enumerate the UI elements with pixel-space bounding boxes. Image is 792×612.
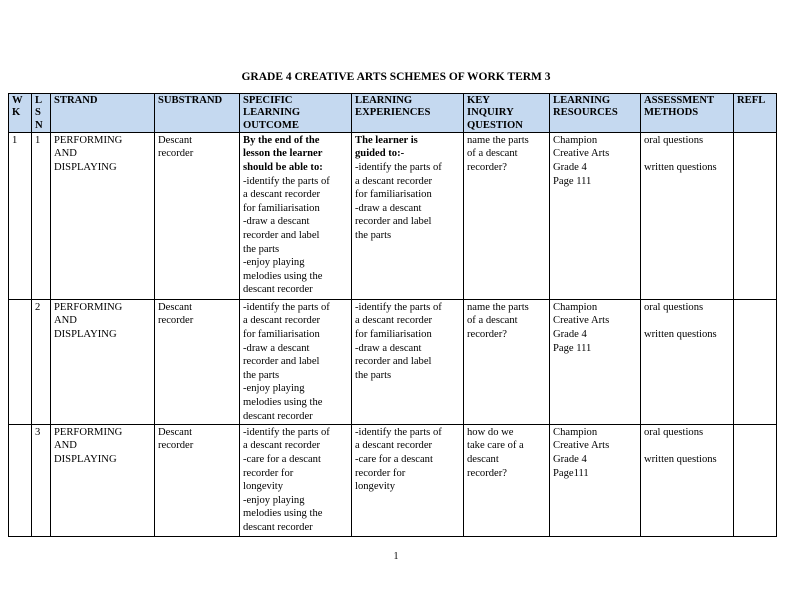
table-row (9, 299, 777, 424)
learning-resources-cell (550, 132, 641, 299)
header-substrand: SUBSTRAND (155, 94, 240, 133)
assessment-methods-cell (641, 424, 734, 536)
document-title: GRADE 4 CREATIVE ARTS SCHEMES OF WORK TERM 3 (241, 71, 551, 83)
header-learning-experiences: LEARNING EXPERIENCES (352, 94, 464, 133)
strand-cell-text: PERFORMING AND DISPLAYING (54, 134, 123, 174)
strand-cell (51, 132, 155, 299)
header-wk: W K (9, 94, 32, 133)
header-lsn: L S N (32, 94, 51, 133)
table-row (9, 132, 777, 299)
learning-experiences-cell-text: -identify the parts of a descant recorder -care for a descant recorder for longevity (355, 426, 442, 493)
table-header-row (9, 94, 777, 133)
header-specific-learning-outcome: SPECIFIC LEARNING OUTCOME (240, 94, 352, 133)
strand-cell (51, 299, 155, 424)
specific-learning-outcome-cell (240, 299, 352, 424)
reflection-cell (734, 299, 777, 424)
key-inquiry-question-cell-text: how do we take care of a descant recorder? (467, 426, 524, 479)
assessment-methods-cell-text: oral questions written questions (644, 426, 717, 466)
substrand-cell-text: Descant recorder (158, 426, 194, 452)
week-cell (9, 132, 32, 299)
header-assessment-methods: ASSESSMENT METHODS (641, 94, 734, 133)
lesson-cell-text: 3 (35, 426, 41, 438)
header-learning-resources: LEARNING RESOURCES (550, 94, 641, 133)
learning-experiences-cell (352, 299, 464, 424)
key-inquiry-question-cell-text: name the parts of a descant recorder? (467, 301, 529, 341)
specific-learning-outcome-cell (240, 424, 352, 536)
strand-cell-text: PERFORMING AND DISPLAYING (54, 301, 123, 341)
assessment-methods-cell (641, 299, 734, 424)
header-strand: STRAND (51, 94, 155, 133)
learning-experiences-cell (352, 424, 464, 536)
key-inquiry-question-cell (464, 424, 550, 536)
learning-resources-cell (550, 299, 641, 424)
specific-learning-outcome-cell-text: -identify the parts of a descant recorder for familiarisation -draw a descant recorder and label the parts -enjoy playing melodies using the descant recorder (243, 301, 330, 422)
lesson-cell-text: 2 (35, 301, 41, 313)
page-number: 1 (393, 551, 399, 562)
strand-cell-text: PERFORMING AND DISPLAYING (54, 426, 123, 466)
assessment-methods-cell-text: oral questions written questions (644, 301, 717, 341)
learning-experiences-cell-text: -identify the parts of a descant recorder for familiarisation -draw a descant recorder and label the parts (355, 162, 442, 242)
lesson-cell (32, 299, 51, 424)
outcome-intro: By the end of the lesson the learner should be able to: (243, 134, 323, 174)
learning-resources-cell-text: Champion Creative Arts Grade 4 Page 111 (553, 134, 610, 187)
substrand-cell (155, 132, 240, 299)
assessment-methods-cell-text: oral questions written questions (644, 134, 717, 174)
strand-cell (51, 424, 155, 536)
substrand-cell-text: Descant recorder (158, 301, 194, 327)
learning-experiences-cell (352, 132, 464, 299)
specific-learning-outcome-cell-text: -identify the parts of a descant recorder -care for a descant recorder for longevity -enjoy playing melodies using the descant recorder (243, 426, 330, 534)
lesson-cell (32, 424, 51, 536)
experience-intro: The learner is guided to:- (355, 134, 418, 160)
lesson-cell (32, 132, 51, 299)
substrand-cell (155, 299, 240, 424)
key-inquiry-question-cell-text: name the parts of a descant recorder? (467, 134, 529, 174)
header-key-inquiry-question: KEY INQUIRY QUESTION (464, 94, 550, 133)
specific-learning-outcome-cell (240, 132, 352, 299)
learning-resources-cell-text: Champion Creative Arts Grade 4 Page 111 (553, 301, 610, 354)
learning-experiences-cell-text: -identify the parts of a descant recorder for familiarisation -draw a descant recorder and label the parts (355, 301, 442, 381)
substrand-cell-text: Descant recorder (158, 134, 194, 160)
specific-learning-outcome-cell-text: -identify the parts of a descant recorder for familiarisation -draw a descant recorder and label the parts -enjoy playing melodies using the descant recorder (243, 175, 330, 296)
reflection-cell (734, 424, 777, 536)
week-cell-text: 1 (12, 134, 18, 146)
key-inquiry-question-cell (464, 132, 550, 299)
week-cell (9, 424, 32, 536)
header-reflection: REFL (734, 94, 777, 133)
learning-resources-cell (550, 424, 641, 536)
key-inquiry-question-cell (464, 299, 550, 424)
substrand-cell (155, 424, 240, 536)
lesson-cell-text: 1 (35, 134, 41, 146)
assessment-methods-cell (641, 132, 734, 299)
table-row (9, 424, 777, 536)
learning-resources-cell-text: Champion Creative Arts Grade 4 Page111 (553, 426, 610, 479)
scheme-of-work-table (8, 93, 777, 537)
week-cell (9, 299, 32, 424)
reflection-cell (734, 132, 777, 299)
